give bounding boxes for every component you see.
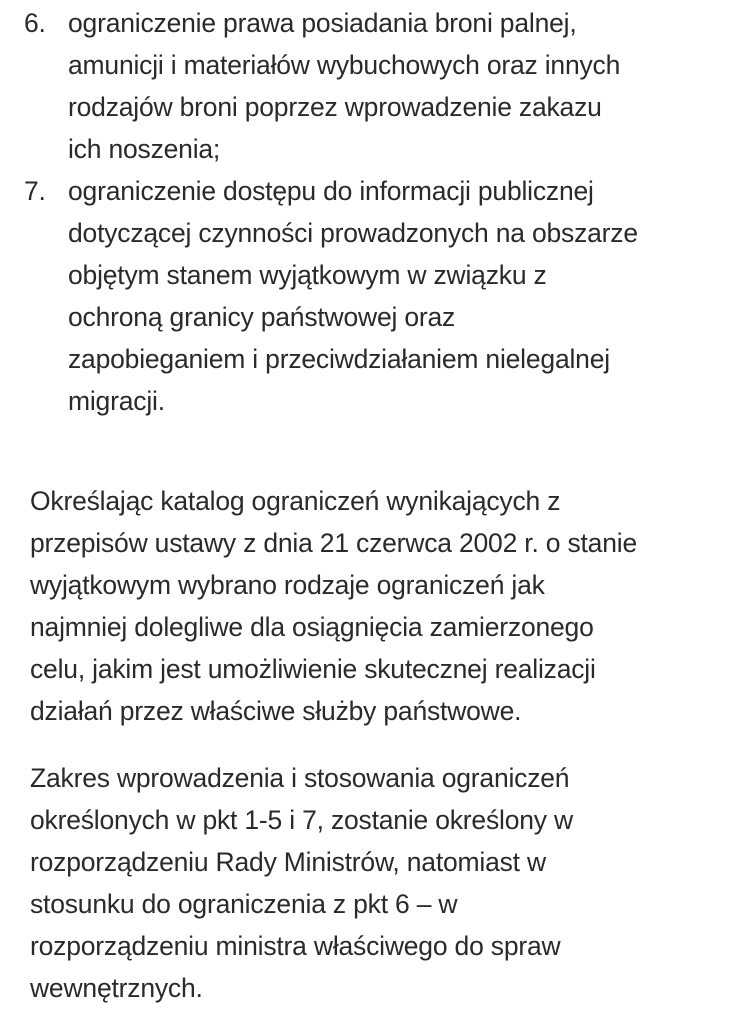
paragraph-line: rozporządzeniu Rady Ministrów, natomiast w (30, 847, 546, 877)
list-item-line: objętym stanem wyjątkowym w związku z (68, 260, 547, 290)
paragraph-line: wyjątkowym wybrano rodzaje ograniczeń jak (30, 570, 545, 600)
paragraph-line: określonych w pkt 1-5 i 7, zostanie określony w (30, 805, 573, 835)
list-item-line: dotyczącej czynności prowadzonych na obszarze (68, 218, 638, 248)
list-item-line: amunicji i materiałów wybuchowych oraz innych (68, 50, 621, 80)
paragraph-line: Zakres wprowadzenia i stosowania ograniczeń (30, 763, 570, 793)
paragraph-line: rozporządzeniu ministra właściwego do spraw (30, 931, 561, 961)
list-item-line: rodzajów broni poprzez wprowadzenie zakazu (68, 92, 602, 122)
paragraph-line: najmniej dolegliwe dla osiągnięcia zamierzonego (30, 612, 594, 642)
list-item-7 (0, 170, 736, 422)
list-item-line: ich noszenia; (68, 134, 221, 164)
list-item-line: migracji. (68, 386, 165, 416)
list-item-line: ograniczenie dostępu do informacji publicznej (68, 176, 594, 206)
paragraph-line: działań przez właściwe służby państwowe. (30, 696, 522, 726)
paragraph-line: celu, jakim jest umożliwienie skutecznej realizacji (30, 654, 596, 684)
paragraph-line: Określając katalog ograniczeń wynikających z (30, 486, 561, 516)
paragraph-line: stosunku do ograniczenia z pkt 6 – w (30, 889, 458, 919)
list-item-line: ograniczenie prawa posiadania broni palnej, (68, 8, 577, 38)
paragraph-line: wewnętrznych. (30, 973, 203, 1003)
paragraph-line: przepisów ustawy z dnia 21 czerwca 2002 r. o stanie (30, 528, 637, 558)
list-item-line: zapobieganiem i przeciwdziałaniem nielegalnej (68, 344, 610, 374)
list-item-number: 6. (24, 8, 46, 38)
paragraph-scope-of-restrictions (30, 757, 720, 1009)
restrictions-list (0, 2, 736, 422)
list-item-6 (0, 2, 736, 170)
list-item-line: ochroną granicy państwowej oraz (68, 302, 456, 332)
list-item-number: 7. (24, 176, 46, 206)
paragraph-restriction-catalog (30, 480, 720, 732)
